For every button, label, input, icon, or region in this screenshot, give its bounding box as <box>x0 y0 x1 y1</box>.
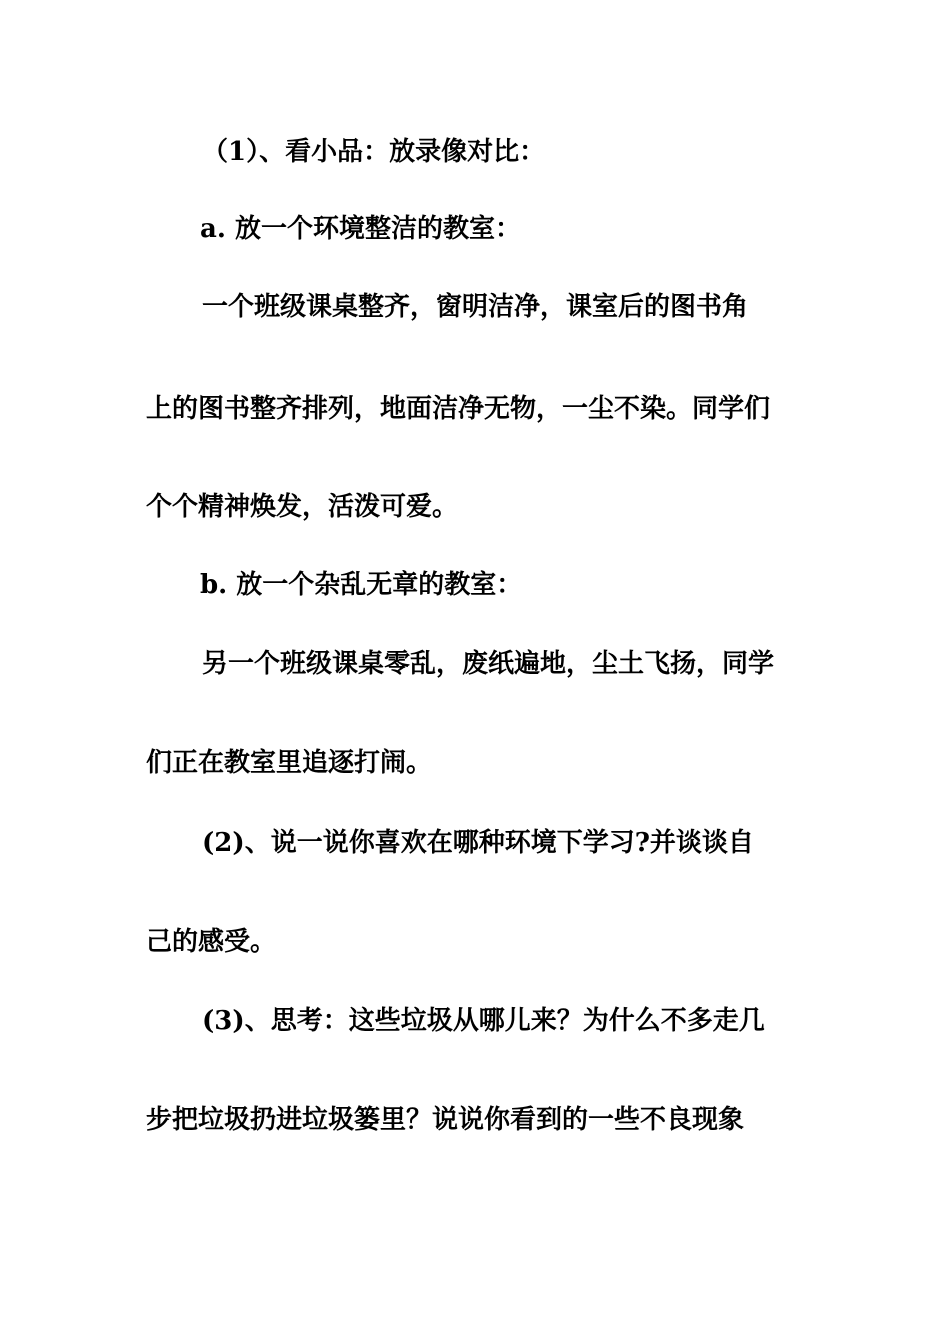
paragraph-line: 另一个班级课桌零乱，废纸遍地，尘土飞扬，同学 <box>202 649 775 679</box>
section-heading-3: (3)、思考：这些垃圾从哪儿来？为什么不多走几 <box>202 1006 765 1036</box>
section-heading-1: （1）、看小品：放录像对比： <box>202 137 546 167</box>
paragraph-line: 一个班级课桌整齐，窗明洁净，课室后的图书角 <box>202 292 749 322</box>
item-b-heading: b. 放一个杂乱无章的教室： <box>200 570 523 600</box>
item-a-heading: a. 放一个环境整洁的教室： <box>200 214 521 244</box>
paragraph-line: 己的感受。 <box>146 927 277 957</box>
paragraph-line: 上的图书整齐排列，地面洁净无物，一尘不染。同学们 <box>146 394 771 424</box>
paragraph-line: 步把垃圾扔进垃圾篓里？说说你看到的一些不良现象 <box>146 1105 745 1135</box>
section-heading-2: (2)、说一说你喜欢在哪种环境下学习?并谈谈自 <box>202 828 754 858</box>
paragraph-line: 个个精神焕发，活泼可爱。 <box>146 492 459 522</box>
paragraph-line: 们正在教室里追逐打闹。 <box>146 748 433 778</box>
